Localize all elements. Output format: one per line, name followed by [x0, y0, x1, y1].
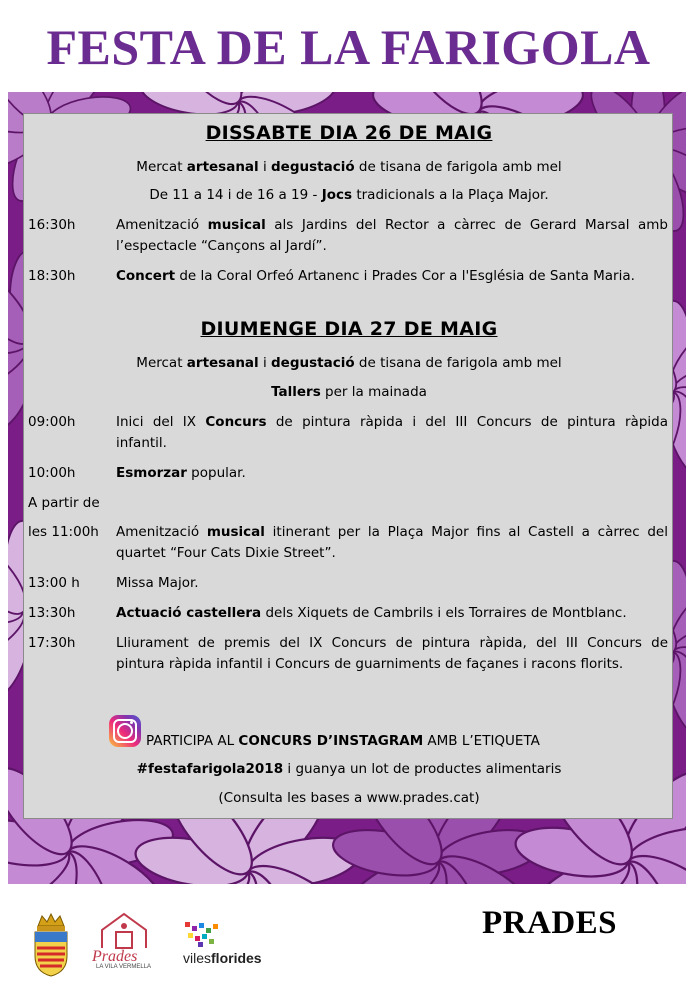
- event-time: les 11:00h: [28, 524, 99, 540]
- event-time: 09:00h: [28, 414, 76, 430]
- event-description: Missa Major.: [116, 575, 199, 591]
- event-description: Inici del IX Concurs de pintura ràpida i del III Concurs de pintura ràpida infantil.: [116, 414, 668, 451]
- coat-of-arms-icon: [30, 912, 72, 978]
- event-time: 16:30h: [28, 217, 76, 233]
- page-title: FESTA DE LA FARIGOLA: [46, 19, 651, 75]
- saturday-games: De 11 a 14 i de 16 a 19 - Jocs tradicionals a la Plaça Major.: [149, 187, 549, 203]
- event-description: Esmorzar popular.: [116, 465, 246, 481]
- event-description: Amenització musical als Jardins del Rector a càrrec de Gerard Marsal amb l’espectacle “Cançons al Jardí”.: [116, 217, 668, 254]
- instagram-icon: [109, 715, 141, 747]
- prades-logo-subtitle: LA VILA VERMELLA: [96, 964, 152, 970]
- saturday-market: Mercat artesanal i degustació de tisana de farigola amb mel: [136, 159, 562, 175]
- sunday-market: Mercat artesanal i degustació de tisana de farigola amb mel: [136, 355, 562, 371]
- prades-logo-text: Prades: [92, 948, 138, 965]
- event-description: Concert de la Coral Orfeó Artanenc i Prades Cor a l'Església de Santa Maria.: [116, 268, 635, 284]
- event-description: Amenització musical itinerant per la Plaça Major fins al Castell a càrrec del quartet “Four Cats Dixie Street”.: [116, 524, 668, 561]
- town-name: PRADES: [482, 905, 618, 941]
- saturday-heading: DISSABTE DIA 26 DE MAIG: [205, 122, 493, 144]
- instagram-contest-line: PARTICIPA AL CONCURS D’INSTAGRAM AMB L’ETIQUETA: [146, 733, 540, 749]
- event-time: A partir de: [28, 495, 100, 511]
- event-time: 13:00 h: [28, 575, 80, 591]
- event-time: 10:00h: [28, 465, 76, 481]
- event-time: 17:30h: [28, 635, 76, 651]
- event-description: Lliurament de premis del IX Concurs de pintura ràpida, del III Concurs de pintura ràpida infantil i Concurs de guarniments de façanes i racons florits.: [116, 635, 668, 672]
- event-time: 13:30h: [28, 605, 76, 621]
- sunday-workshops: Tallers per la mainada: [271, 384, 427, 400]
- instagram-rules-line: (Consulta les bases a www.prades.cat): [218, 790, 480, 806]
- event-time: 18:30h: [28, 268, 76, 284]
- instagram-hashtag-line: #festafarigola2018 i guanya un lot de productes alimentaris: [136, 761, 562, 777]
- prades-logo-icon: [94, 910, 154, 950]
- event-description: Actuació castellera dels Xiquets de Cambrils i els Torraires de Montblanc.: [116, 605, 627, 621]
- viles-florides-text: vilesflorides: [183, 950, 262, 966]
- sunday-heading: DIUMENGE DIA 27 DE MAIG: [200, 318, 498, 340]
- viles-florides-icon: [183, 920, 219, 948]
- program-panel: [23, 113, 673, 819]
